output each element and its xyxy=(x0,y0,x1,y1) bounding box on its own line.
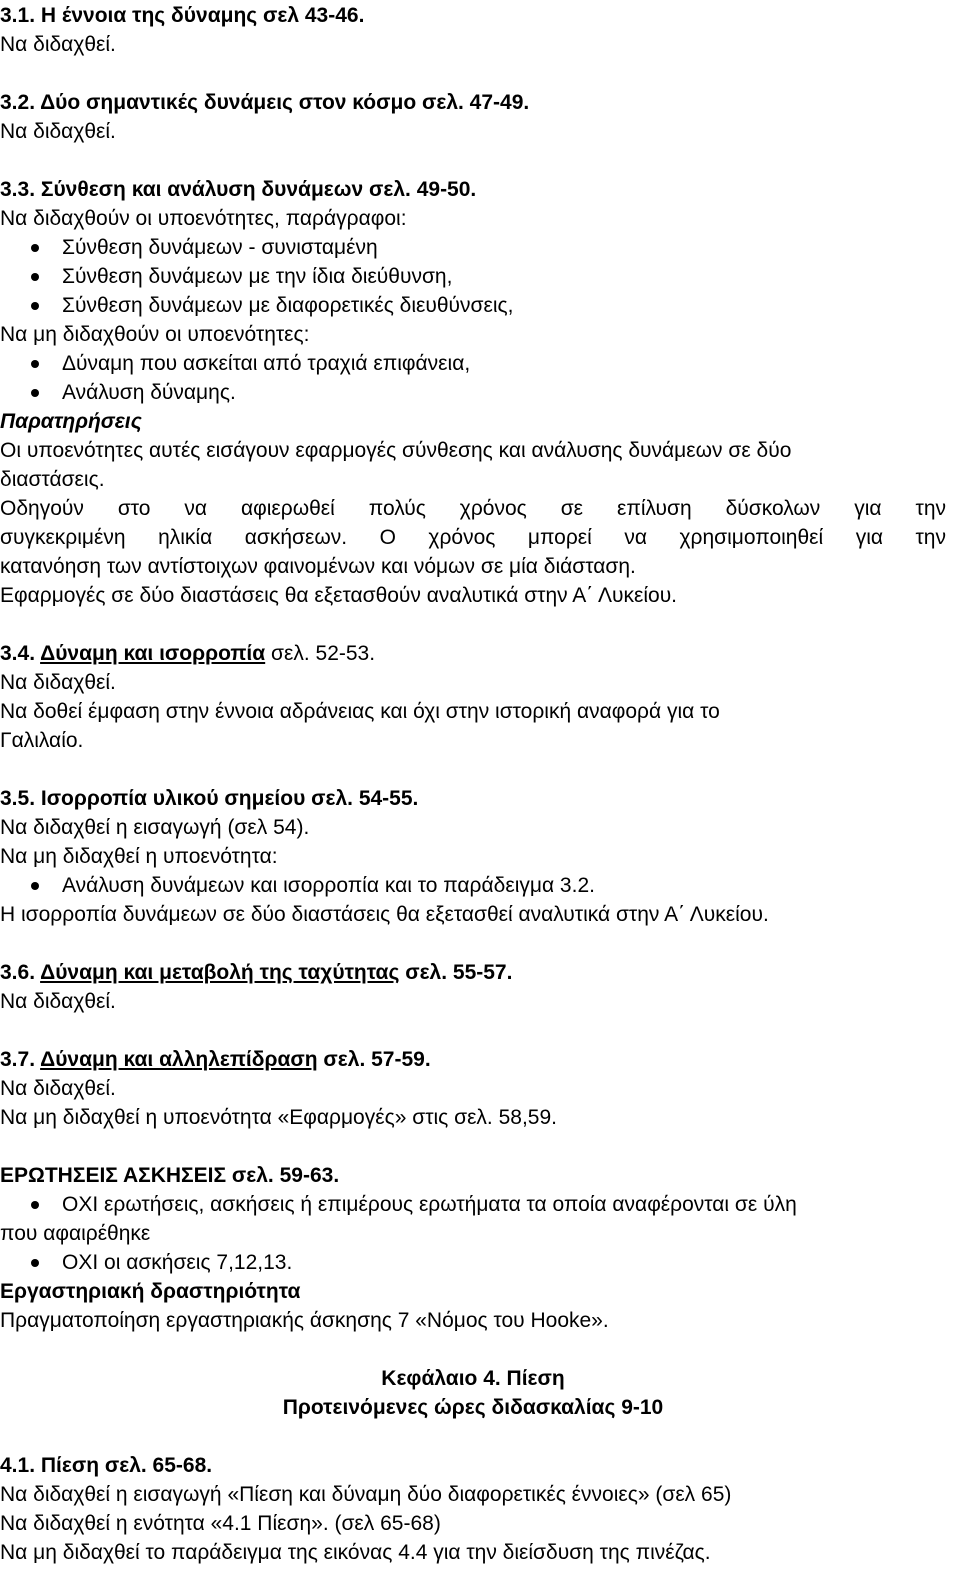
bullet-icon xyxy=(31,1259,39,1267)
section-3-5-intro: Να διδαχθεί η εισαγωγή (σελ 54). xyxy=(0,816,310,839)
section-3-2-heading: 3.2. Δύο σημαντικές δυνάμεις στον κόσμο σελ. 47-49. xyxy=(0,91,530,114)
section-3-5-not-intro: Να μη διδαχθεί η υποενότητα: xyxy=(0,845,278,868)
section-3-1-heading: 3.1. Η έννοια της δύναμης σελ 43-46. xyxy=(0,4,365,27)
section-3-2-note: Να διδαχθεί. xyxy=(0,120,116,143)
bullet-icon xyxy=(31,389,39,397)
section-3-6-note: Να διδαχθεί. xyxy=(0,990,116,1013)
exercises-heading: ΕΡΩΤΗΣΕΙΣ ΑΣΚΗΣΕΙΣ σελ. 59-63. xyxy=(0,1164,340,1187)
remarks-line: διαστάσεις. xyxy=(0,468,105,491)
remarks-title: Παρατηρήσεις xyxy=(0,410,142,433)
section-4-1-line: Να διδαχθεί η εισαγωγή «Πίεση και δύναμη δύο διαφορετικές έννοιες» (σελ 65) xyxy=(0,1483,732,1506)
chapter-title: Κεφάλαιο 4. Πίεση xyxy=(381,1367,565,1390)
section-3-1-note: Να διδαχθεί. xyxy=(0,33,116,56)
section-3-3-heading: 3.3. Σύνθεση και ανάλυση δυνάμεων σελ. 49-50. xyxy=(0,178,477,201)
remarks-line: συγκεκριμένη ηλικία ασκήσεων. Ο χρόνος μπορεί να χρησιμοποιηθεί για την xyxy=(0,526,946,549)
section-3-4-heading: 3.4. Δύναμη και ισορροπία σελ. 52-53. xyxy=(0,642,376,665)
bullet-icon xyxy=(31,244,39,252)
remarks-line: κατανόηση των αντίστοιχων φαινομένων και νόμων σε μία διάσταση. xyxy=(0,555,636,578)
list-item: Ανάλυση δύναμης. xyxy=(0,378,946,407)
remarks-line: Οι υποενότητες αυτές εισάγουν εφαρμογές σύνθεσης και ανάλυσης δυνάμεων σε δύο xyxy=(0,439,792,462)
list-item: Σύνθεση δυνάμεων με διαφορετικές διευθύνσεις, xyxy=(0,291,946,320)
lab-title: Εργαστηριακή δραστηριότητα xyxy=(0,1280,301,1303)
bullet-icon xyxy=(31,302,39,310)
list-item-continuation: που αφαιρέθηκε xyxy=(0,1222,151,1245)
section-3-7-heading: 3.7. Δύναμη και αλληλεπίδραση σελ. 57-59. xyxy=(0,1048,431,1071)
lab-text: Πραγματοποίηση εργαστηριακής άσκησης 7 «Νόμος του Hooke». xyxy=(0,1309,609,1332)
section-3-6-heading: 3.6. Δύναμη και μεταβολή της ταχύτητας σελ. 55-57. xyxy=(0,961,513,984)
section-3-4-note: Να διδαχθεί. xyxy=(0,671,116,694)
bullet-icon xyxy=(31,273,39,281)
list-item: Δύναμη που ασκείται από τραχιά επιφάνεια, xyxy=(0,349,946,378)
chapter-hours: Προτεινόμενες ώρες διδασκαλίας 9-10 xyxy=(282,1396,664,1419)
list-item: Σύνθεση δυνάμεων με την ίδια διεύθυνση, xyxy=(0,262,946,291)
section-3-7-exclusion: Να μη διδαχθεί η υποενότητα «Εφαρμογές» στις σελ. 58,59. xyxy=(0,1106,557,1129)
section-3-5-heading: 3.5. Ισορροπία υλικού σημείου σελ. 54-55. xyxy=(0,787,419,810)
list-item: ΟΧΙ οι ασκήσεις 7,12,13. xyxy=(0,1248,946,1277)
section-3-4-emphasis: Να δοθεί έμφαση στην έννοια αδράνειας και όχι στην ιστορική αναφορά για το xyxy=(0,700,720,723)
remarks-line: Εφαρμογές σε δύο διαστάσεις θα εξετασθούν αναλυτικά στην Α΄ Λυκείου. xyxy=(0,584,678,607)
section-4-1-line: Να μη διδαχθεί το παράδειγμα της εικόνας 4.4 για την διείσδυση της πινέζας. xyxy=(0,1541,711,1564)
section-4-1-heading: 4.1. Πίεση σελ. 65-68. xyxy=(0,1454,213,1477)
bullet-icon xyxy=(31,360,39,368)
list-item: Ανάλυση δυνάμεων και ισορροπία και το παράδειγμα 3.2. xyxy=(0,871,946,900)
section-3-4-emphasis: Γαλιλαίο. xyxy=(0,729,84,752)
list-item: Σύνθεση δυνάμεων - συνισταμένη xyxy=(0,233,946,262)
remarks-line: Οδηγούν στο να αφιερωθεί πολύς χρόνος σε επίλυση δύσκολων για την xyxy=(0,497,946,520)
section-3-3-intro: Να διδαχθούν οι υποενότητες, παράγραφοι: xyxy=(0,207,407,230)
section-3-3-not-intro: Να μη διδαχθούν οι υποενότητες: xyxy=(0,323,310,346)
section-3-5-footnote: Η ισορροπία δυνάμεων σε δύο διαστάσεις θα εξετασθεί αναλυτικά στην Α΄ Λυκείου. xyxy=(0,903,769,926)
section-3-7-note: Να διδαχθεί. xyxy=(0,1077,116,1100)
bullet-icon xyxy=(31,1201,39,1209)
bullet-icon xyxy=(31,882,39,890)
list-item: ΟΧΙ ερωτήσεις, ασκήσεις ή επιμέρους ερωτήματα τα οποία αναφέρονται σε ύλη xyxy=(0,1190,946,1219)
section-4-1-line: Να διδαχθεί η ενότητα «4.1 Πίεση». (σελ 65-68) xyxy=(0,1512,441,1535)
